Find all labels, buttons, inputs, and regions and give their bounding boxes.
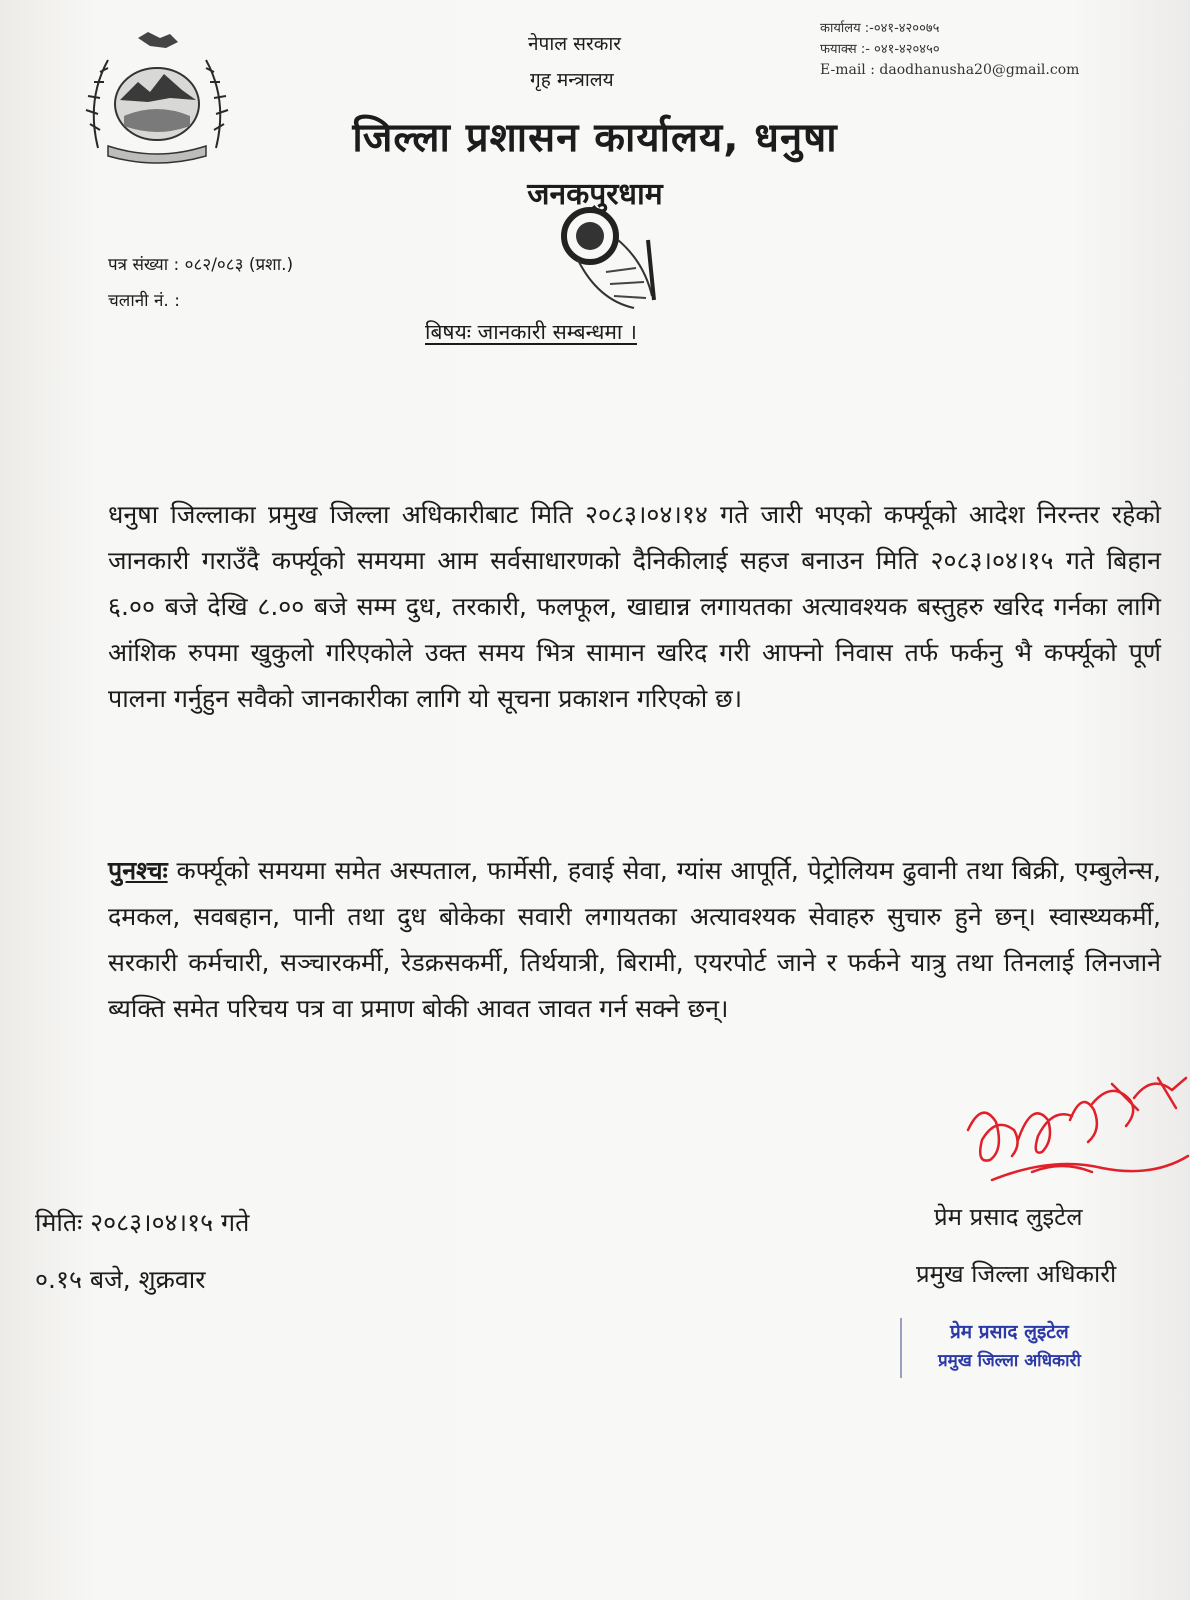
signer-title: प्रमुख जिल्ला अधिकारी — [916, 1260, 1117, 1288]
postscript-text: कर्फ्यूको समयमा समेत अस्पताल, फार्मेसी, हवाई सेवा, ग्यांस आपूर्ति, पेट्रोलियम ढुवानी तथा बिक्री, एम्बुलेन्स, दमकल, सवबहान, पानी तथा दुध बोकेका सवारी लगायतका अत्यावश्यक सेवाहरु सुचारु हुने छन्। स्वास्थ्यकर्मी, सरकारी कर्मचारी, सञ्चारकर्मी, रेडक्रसकर्मी, तिर्थयात्री, बिरामी, एयरपोर्ट जाने र फर्कने यात्रु तथा तिनलाई लिनजाने ब्यक्ति समेत परिचय पत्र वा प्रमाण बोकी आवत जावत गर्न सक्ने छन्। — [108, 856, 1161, 1023]
office-phone: कार्यालय :-०४१-४२००७५ — [820, 21, 940, 36]
stamp-edge — [900, 1318, 902, 1378]
office-title: जिल्ला प्रशासन कार्यालय, धनुषा — [352, 115, 838, 161]
city-title: जनकपुरधाम — [527, 177, 663, 212]
patra-sankhya: पत्र संख्या : ०८२/०८३ (प्रशा.) — [108, 255, 294, 275]
stamp-title: प्रमुख जिल्ला अधिकारी — [938, 1351, 1081, 1371]
signer-name: प्रेम प्रसाद लुइटेल — [934, 1203, 1083, 1231]
issue-time: ०.१५ बजे, शुक्रवार — [35, 1265, 206, 1294]
issue-date: मितिः २०८३।०४।१५ गते — [35, 1208, 250, 1237]
email-address: E-mail : daodhanusha20@gmail.com — [820, 62, 1080, 78]
ministry-name: गृह मन्त्रालय — [530, 69, 614, 91]
chalani-number: चलानी नं. : — [108, 291, 180, 311]
subject-line: बिषयः जानकारी सम्बन्धमा । — [425, 320, 637, 344]
postscript-label: पुनश्चः — [108, 856, 168, 885]
gov-name: नेपाल सरकार — [528, 33, 622, 55]
body-paragraph-2 — [108, 848, 1161, 1032]
contact-block — [820, 18, 1079, 81]
fax-number: फयाक्स :- ०४१-४२०४५० — [820, 42, 940, 57]
body-paragraph-1: धनुषा जिल्लाका प्रमुख जिल्ला अधिकारीबाट मिति २०८३।०४।१४ गते जारी भएको कर्फ्यूको आदेश निरन्तर रहेको जानकारी गराउँदै कर्फ्यूको समयमा आम सर्वसाधारणको दैनिकीलाई सहज बनाउन मिति २०८३।०४।१५ गते बिहान ६.०० बजे देखि ८.०० बजे सम्म दुध, तरकारी, फलफूल, खाद्यान्न लगायतका अत्यावश्यक बस्तुहरु खरिद गर्नका लागि आंशिक रुपमा खुकुलो गरिएकोले उक्त समय भित्र सामान खरिद गरी आफ्नो निवास तर्फ फर्कनु भै कर्फ्यूको पूर्ण पालना गर्नुहुन सवैको जानकारीका लागि यो सूचना प्रकाशन गरिएको छ। — [108, 500, 1161, 713]
signature-icon — [962, 1060, 1190, 1210]
stamp-name: प्रेम प्रसाद लुइटेल — [950, 1321, 1069, 1343]
office-seal-icon — [548, 200, 676, 318]
